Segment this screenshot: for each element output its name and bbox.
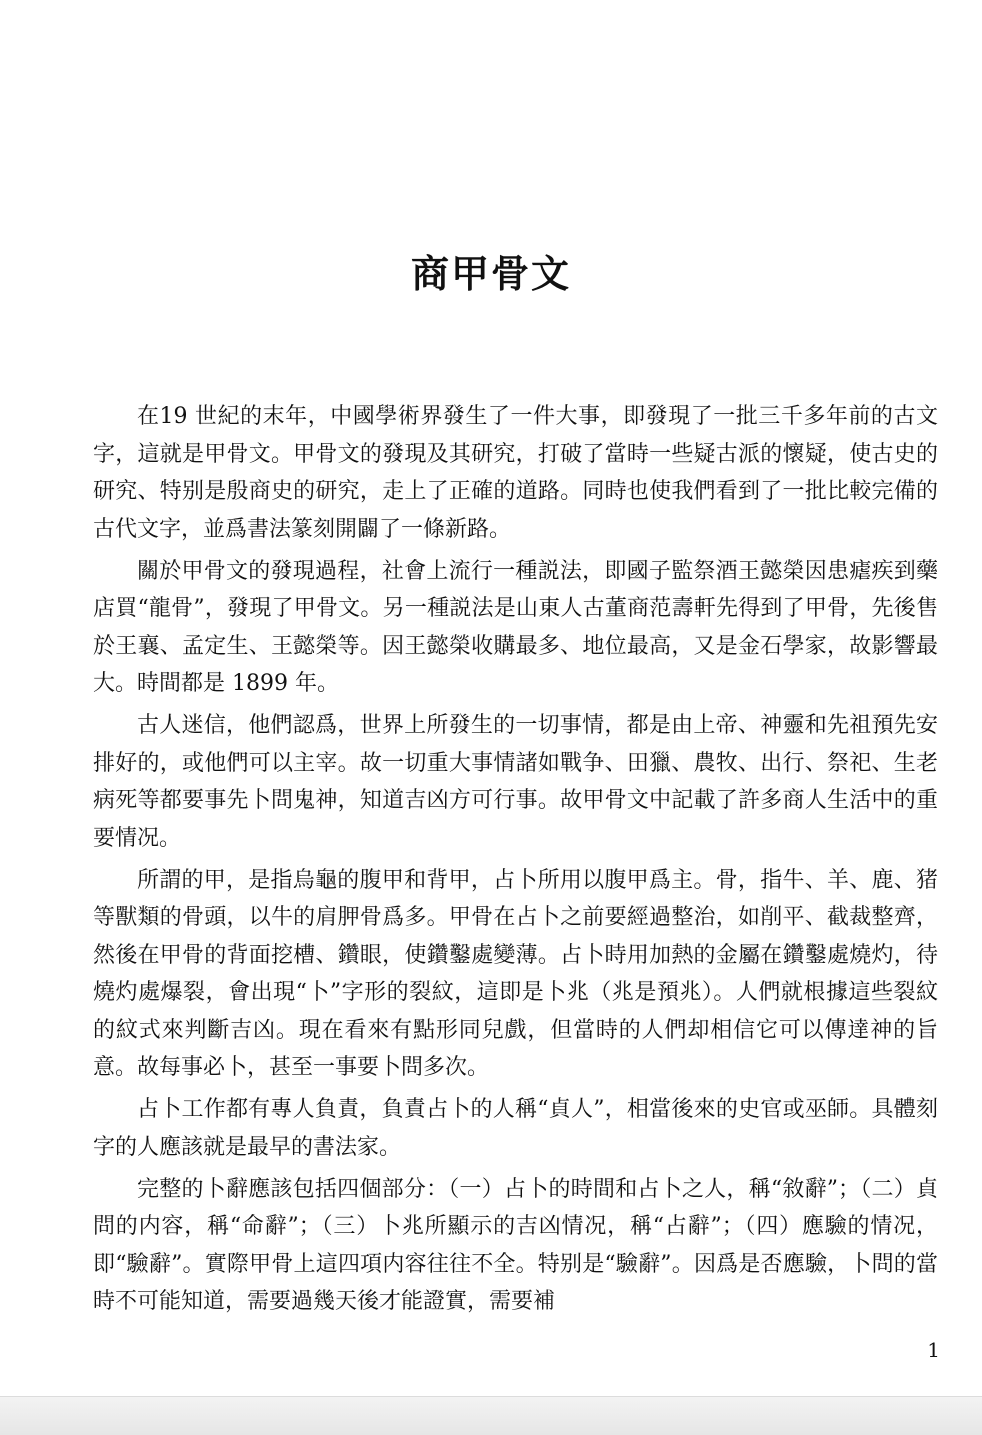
- paragraph-6: 完整的卜辭應該包括四個部分：（一）占卜的時間和占卜之人，稱“敘辭”；（二）貞問的内容，稱“命辭”；（三）卜兆所顯示的吉凶情况，稱“占辭”；（四）應驗的情况，即“驗辭”。實際甲骨上這四項内容往往不全。特别是“驗辭”。因爲是否應驗，卜問的當時不可能知道，需要過幾天後才能證實，需要補: [93, 1176, 938, 1314]
- paragraph-2: 關於甲骨文的發現過程，社會上流行一種説法，即國子監祭酒王懿榮因患瘧疾到藥店買“龍骨”，發現了甲骨文。另一種説法是山東人古董商范壽軒先得到了甲骨，先後售於王襄、孟定生、王懿榮等。因王懿榮收購最多、地位最高，又是金石學家，故影響最大。時間都是 1899 年。: [93, 558, 938, 696]
- chapter-title: 商甲骨文: [410, 251, 571, 296]
- paragraph-5: 占卜工作都有專人負責，負責占卜的人稱“貞人”，相當後來的史官或巫師。具體刻字的人應該就是最早的書法家。: [93, 1097, 938, 1160]
- scan-edge-shadow: [0, 1396, 982, 1435]
- body-text: [93, 398, 938, 1321]
- paragraph-1: 在19 世紀的末年，中國學術界發生了一件大事，即發現了一批三千多年前的古文字，這就是甲骨文。甲骨文的發現及其研究，打破了當時一些疑古派的懷疑，使古史的研究、特别是殷商史的研究，走上了正確的道路。同時也使我們看到了一批比較完備的古代文字，並爲書法篆刻開闢了一條新路。: [93, 404, 938, 542]
- paragraph-3: 古人迷信，他們認爲，世界上所發生的一切事情，都是由上帝、神靈和先祖預先安排好的，或他們可以主宰。故一切重大事情諸如戰争、田獵、農牧、出行、祭祀、生老病死等都要事先卜問鬼神，知道吉凶方可行事。故甲骨文中記載了許多商人生活中的重要情况。: [93, 713, 938, 851]
- page-number: 1: [927, 1338, 940, 1362]
- paragraph-4: 所謂的甲，是指烏龜的腹甲和背甲，占卜所用以腹甲爲主。骨，指牛、羊、鹿、猪等獸類的骨頭，以牛的肩胛骨爲多。甲骨在占卜之前要經過整治，如削平、截裁整齊，然後在甲骨的背面挖槽、鑽眼，使鑽鑿處變薄。占卜時用加熱的金屬在鑽鑿處燒灼，待燒灼處爆裂，會出現“卜”字形的裂紋，這即是卜兆（兆是預兆）。人們就根據這些裂紋的紋式來判斷吉凶。現在看來有點形同兒戲，但當時的人們却相信它可以傳達神的旨意。故每事必卜，甚至一事要卜問多次。: [93, 867, 938, 1080]
